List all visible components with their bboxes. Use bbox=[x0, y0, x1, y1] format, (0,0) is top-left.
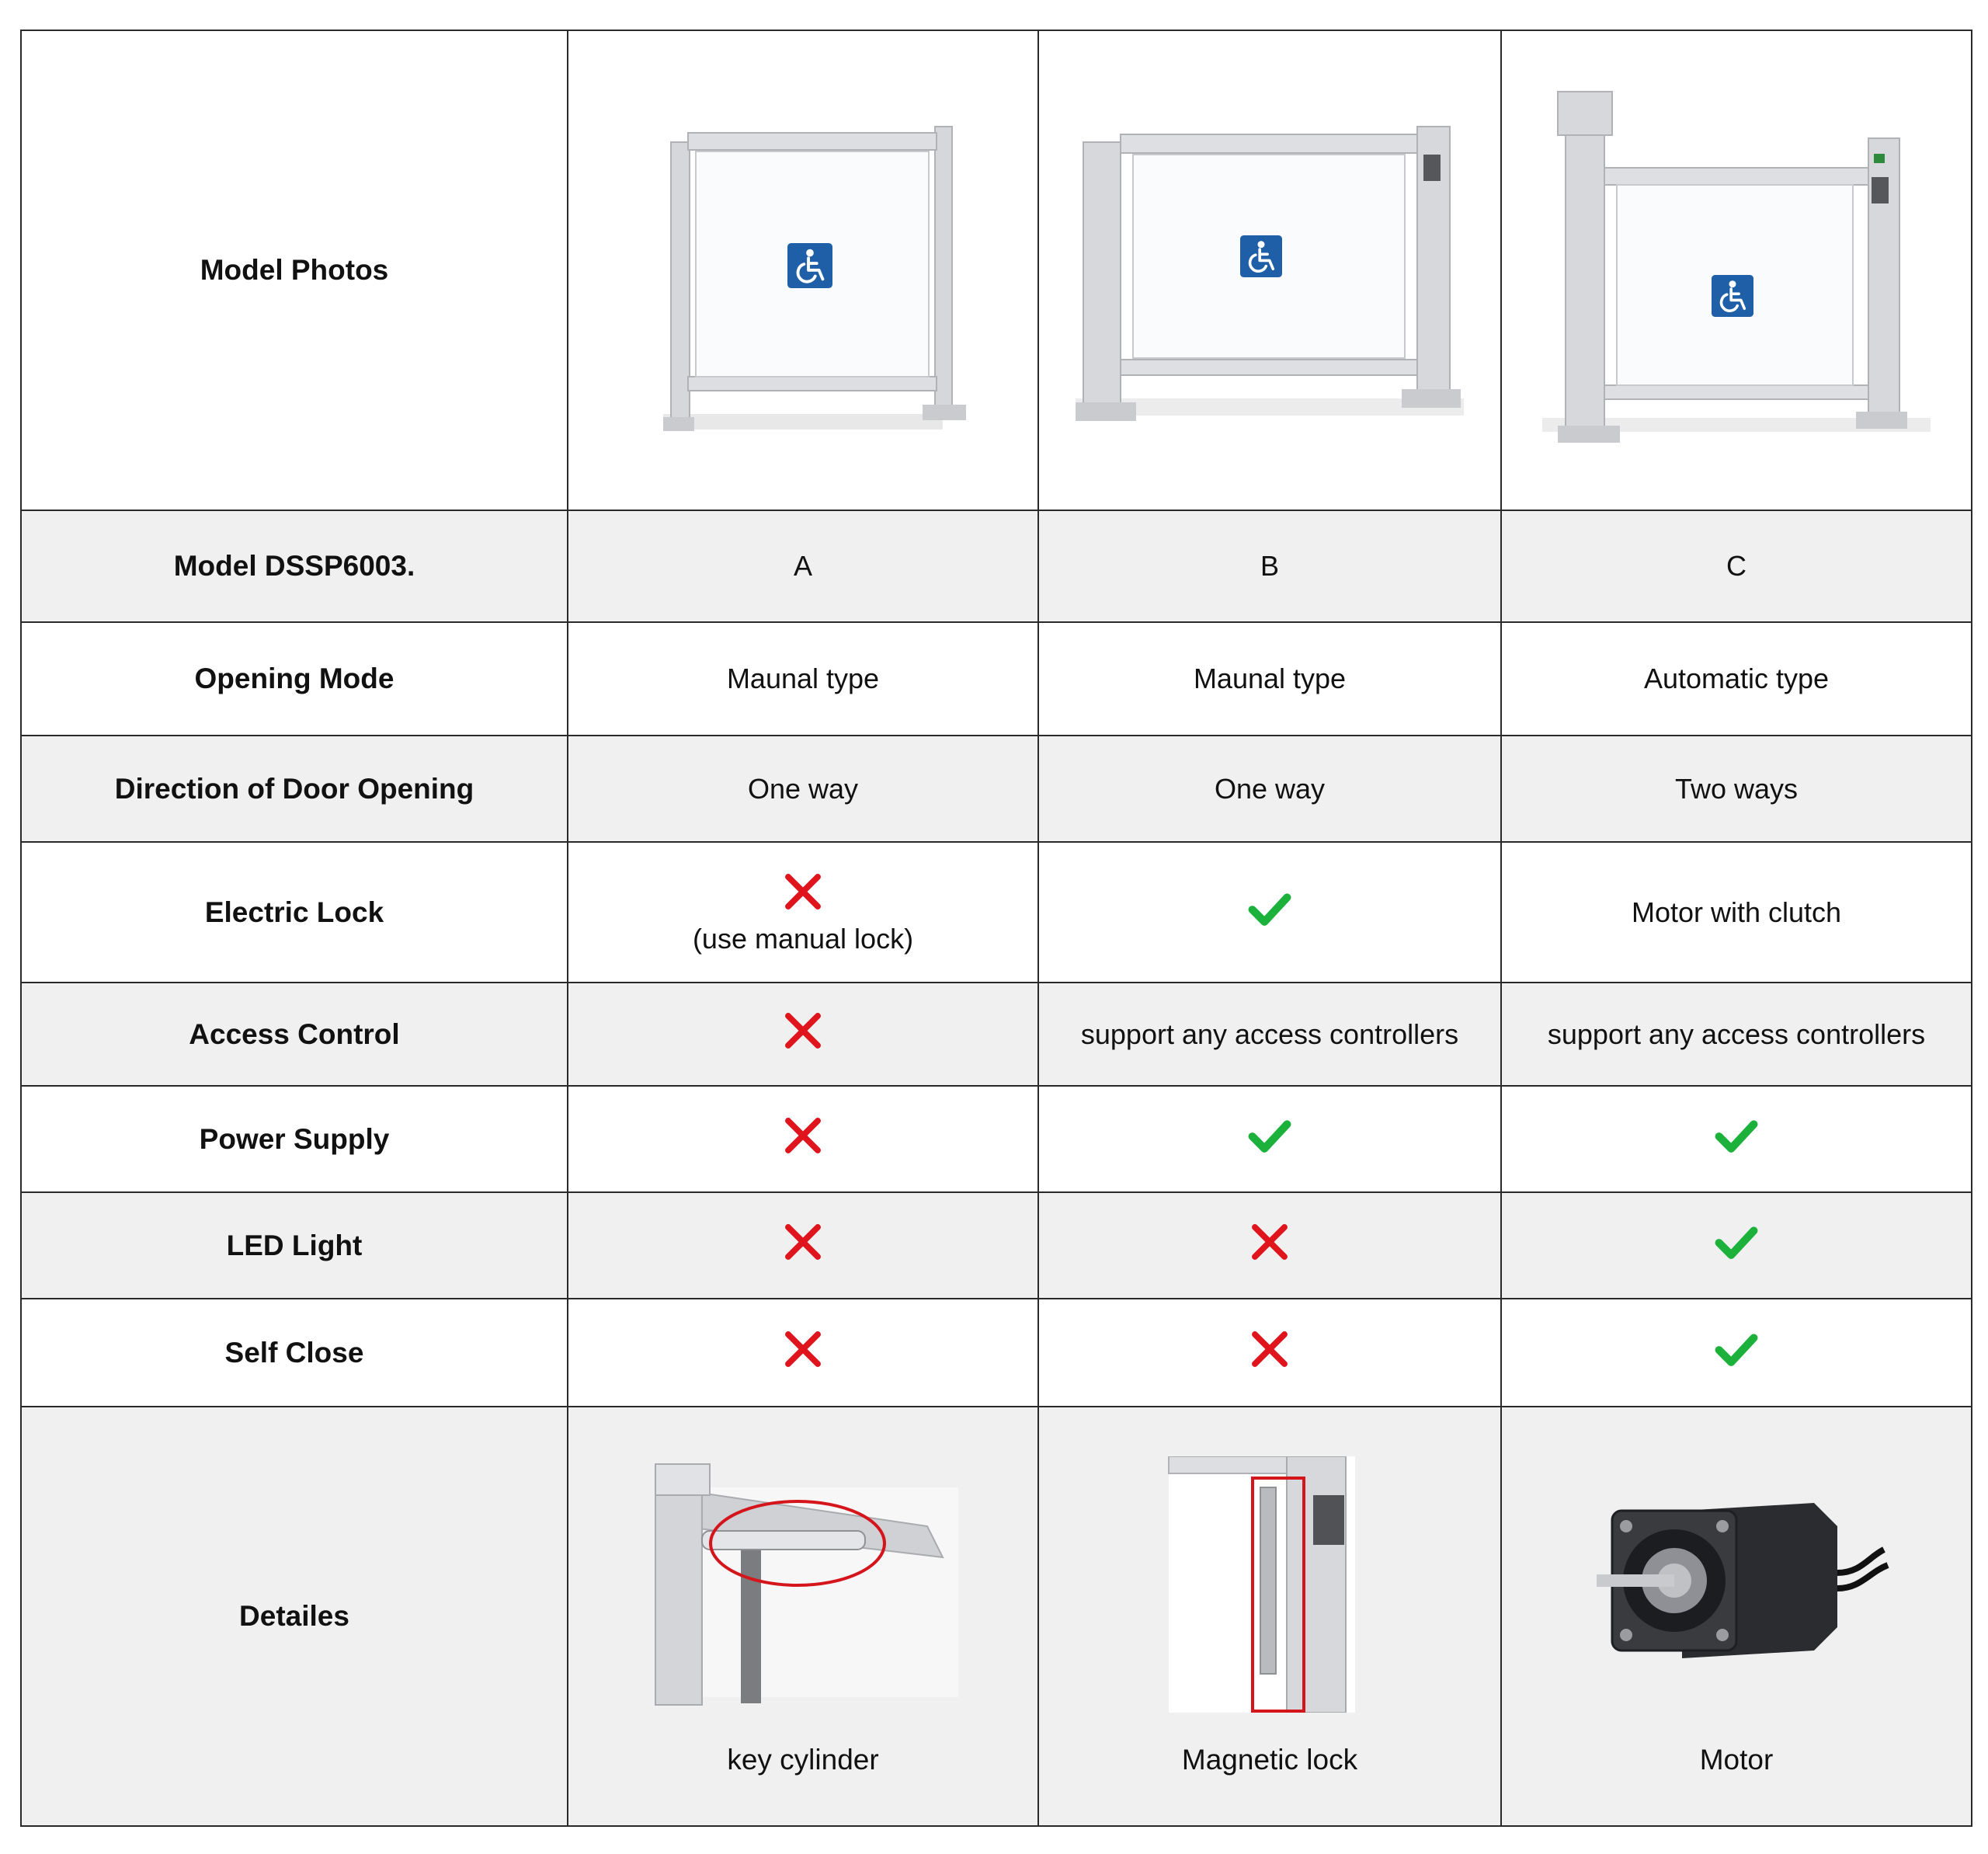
cross-icon bbox=[781, 1220, 825, 1264]
access-control-c: support any access controllers bbox=[1501, 983, 1972, 1086]
detail-b bbox=[1038, 1407, 1501, 1826]
row-power-supply bbox=[21, 1086, 1972, 1192]
row-label: Access Control bbox=[21, 983, 568, 1086]
row-self-close bbox=[21, 1299, 1972, 1407]
direction-c: Two ways bbox=[1501, 736, 1972, 842]
detail-a bbox=[568, 1407, 1038, 1826]
detail-caption: Motor bbox=[1699, 1744, 1774, 1776]
self-close-b bbox=[1038, 1299, 1501, 1407]
gate-c-image bbox=[1542, 76, 1931, 464]
detail-caption: key cylinder bbox=[727, 1744, 879, 1776]
row-model bbox=[21, 510, 1972, 622]
detail-caption: Magnetic lock bbox=[1181, 1744, 1358, 1776]
magnetic-lock-image bbox=[1114, 1456, 1425, 1713]
row-label: Self Close bbox=[21, 1299, 568, 1407]
row-access-control bbox=[21, 983, 1972, 1086]
electric-lock-a bbox=[568, 842, 1038, 983]
row-label: Detailes bbox=[21, 1407, 568, 1826]
direction-a: One way bbox=[568, 736, 1038, 842]
row-model-photos bbox=[21, 30, 1972, 510]
photo-model-b bbox=[1038, 30, 1501, 510]
cross-icon bbox=[781, 1327, 825, 1371]
self-close-a bbox=[568, 1299, 1038, 1407]
row-label: LED Light bbox=[21, 1192, 568, 1299]
row-direction bbox=[21, 736, 1972, 842]
row-opening-mode bbox=[21, 622, 1972, 736]
power-supply-b bbox=[1038, 1086, 1501, 1192]
motor-image bbox=[1581, 1456, 1892, 1713]
row-electric-lock bbox=[21, 842, 1972, 983]
row-label: Opening Mode bbox=[21, 622, 568, 736]
comparison-table bbox=[20, 30, 1972, 1827]
wheelchair-icon bbox=[1240, 235, 1282, 277]
row-label: Electric Lock bbox=[21, 842, 568, 983]
wheelchair-icon bbox=[787, 243, 832, 288]
row-label: Direction of Door Opening bbox=[21, 736, 568, 842]
cross-icon bbox=[781, 1114, 825, 1157]
detail-c bbox=[1501, 1407, 1972, 1826]
electric-lock-c: Motor with clutch bbox=[1501, 842, 1972, 983]
self-close-c bbox=[1501, 1299, 1972, 1407]
opening-mode-a: Maunal type bbox=[568, 622, 1038, 736]
gate-a-image bbox=[640, 88, 966, 453]
check-icon bbox=[1715, 1327, 1758, 1371]
gate-b-image bbox=[1076, 88, 1464, 453]
led-light-a bbox=[568, 1192, 1038, 1299]
manual-lock-note: (use manual lock) bbox=[692, 922, 914, 955]
model-c: C bbox=[1501, 510, 1972, 622]
power-supply-c bbox=[1501, 1086, 1972, 1192]
check-icon bbox=[1715, 1220, 1758, 1264]
electric-lock-b bbox=[1038, 842, 1501, 983]
led-light-b bbox=[1038, 1192, 1501, 1299]
row-led-light bbox=[21, 1192, 1972, 1299]
photo-model-a bbox=[568, 30, 1038, 510]
check-icon bbox=[1248, 887, 1291, 930]
row-label: Power Supply bbox=[21, 1086, 568, 1192]
cross-icon bbox=[781, 870, 825, 913]
led-light-c bbox=[1501, 1192, 1972, 1299]
cross-icon bbox=[1248, 1220, 1291, 1264]
model-a: A bbox=[568, 510, 1038, 622]
check-icon bbox=[1248, 1114, 1291, 1157]
cross-icon bbox=[1248, 1327, 1291, 1371]
photo-model-c bbox=[1501, 30, 1972, 510]
access-control-a bbox=[568, 983, 1038, 1086]
model-b: B bbox=[1038, 510, 1501, 622]
opening-mode-b: Maunal type bbox=[1038, 622, 1501, 736]
opening-mode-c: Automatic type bbox=[1501, 622, 1972, 736]
wheelchair-icon bbox=[1712, 275, 1753, 317]
direction-b: One way bbox=[1038, 736, 1501, 842]
row-details bbox=[21, 1407, 1972, 1826]
power-supply-a bbox=[568, 1086, 1038, 1192]
cross-icon bbox=[781, 1009, 825, 1052]
check-icon bbox=[1715, 1114, 1758, 1157]
row-label: Model Photos bbox=[21, 30, 568, 510]
access-control-b: support any access controllers bbox=[1038, 983, 1501, 1086]
row-label: Model DSSP6003. bbox=[21, 510, 568, 622]
key-cylinder-image bbox=[648, 1456, 958, 1713]
